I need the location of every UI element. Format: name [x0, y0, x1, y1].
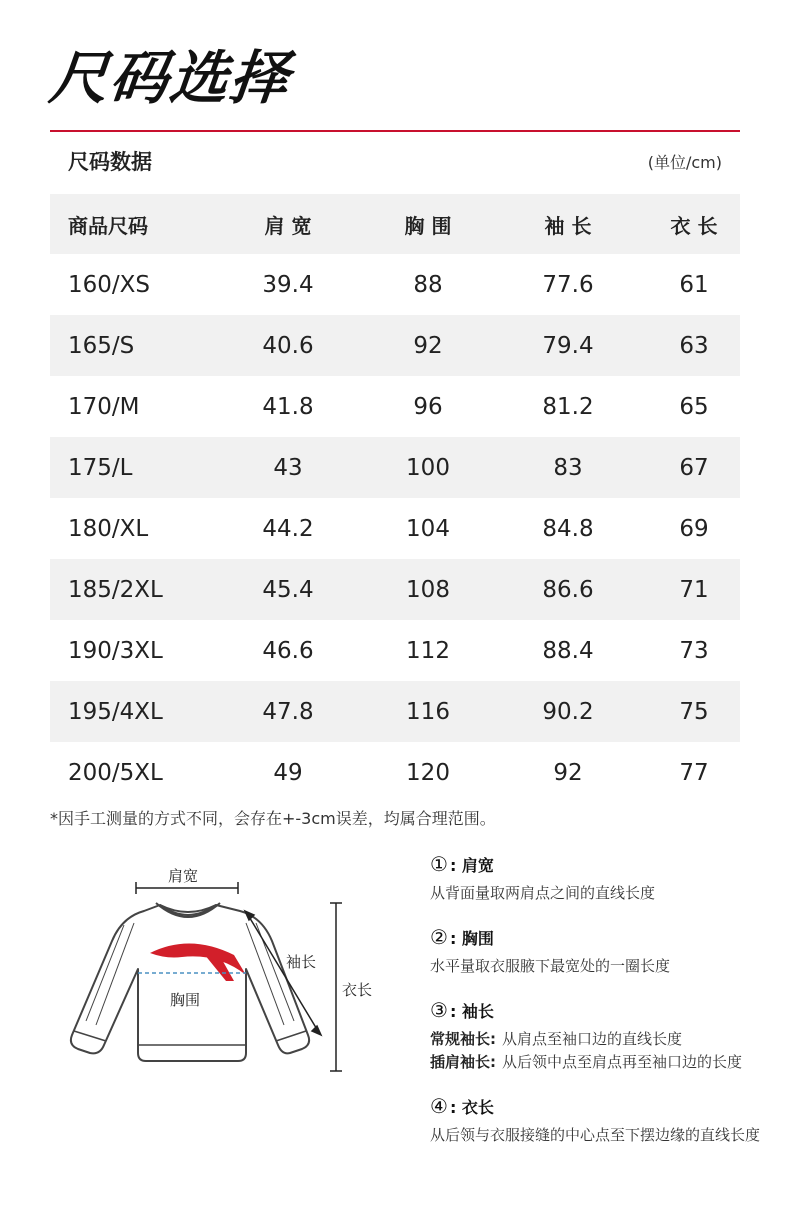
definition-shoulder [430, 852, 760, 905]
def-raglan-sleeve [430, 1051, 760, 1074]
def-text: 水平量取衣服腋下最宽处的一圈长度 [430, 957, 671, 975]
table-cell: 112 [406, 637, 450, 664]
table-row [50, 376, 740, 437]
table-cell: 180/XL [68, 515, 149, 542]
table-cell: 84.8 [542, 515, 594, 542]
table-cell: 46.6 [262, 637, 314, 664]
title-divider [50, 130, 740, 132]
table-cell: 120 [406, 759, 450, 786]
table-cell: 190/3XL [68, 637, 163, 664]
sweatshirt-outline [71, 903, 309, 1061]
def-title: : 胸围 [449, 929, 494, 948]
length-label: 衣长 [342, 981, 373, 999]
table-cell: 185/2XL [68, 576, 163, 603]
table-header-row [50, 194, 740, 254]
table-cell: 43 [273, 454, 303, 481]
def-title: : 肩宽 [449, 856, 494, 875]
table-cell: 77 [679, 759, 709, 786]
table-cell: 65 [679, 393, 709, 420]
table-cell: 86.6 [542, 576, 594, 603]
page-title: 尺码选择 [46, 44, 294, 112]
table-cell: 165/S [68, 332, 135, 359]
table-cell: 90.2 [542, 698, 594, 725]
table-cell: 44.2 [262, 515, 314, 542]
table-cell: 92 [553, 759, 583, 786]
table-cell: 96 [413, 393, 443, 420]
def-text: 从背面量取两肩点之间的直线长度 [430, 884, 656, 902]
table-cell: 63 [679, 332, 709, 359]
definition-length [430, 1094, 760, 1147]
shoulder-label: 肩宽 [168, 867, 199, 885]
table-cell: 175/L [68, 454, 133, 481]
def-value: 从后领中点至肩点再至袖口边的长度 [502, 1053, 743, 1071]
header-chest: 胸 围 [404, 213, 452, 238]
table-body [50, 254, 740, 803]
table-row [50, 559, 740, 620]
table-row [50, 620, 740, 681]
table-row [50, 681, 740, 742]
def-value: 从肩点至袖口边的直线长度 [502, 1030, 683, 1048]
table-cell: 108 [406, 576, 450, 603]
table-row [50, 437, 740, 498]
length-arrow [330, 903, 342, 1071]
table-cell: 45.4 [262, 576, 314, 603]
table-cell: 71 [679, 576, 709, 603]
table-cell: 83 [553, 454, 583, 481]
size-table [50, 194, 740, 803]
section-subtitle: 尺码数据 [68, 150, 152, 174]
sleeve-label: 袖长 [286, 953, 317, 971]
table-cell: 116 [406, 698, 450, 725]
table-cell: 200/5XL [68, 759, 163, 786]
def-number: ① [430, 852, 448, 876]
table-cell: 79.4 [542, 332, 594, 359]
measurement-diagram [50, 845, 390, 1095]
table-cell: 47.8 [262, 698, 314, 725]
table-row [50, 742, 740, 803]
table-row [50, 498, 740, 559]
table-cell: 88.4 [542, 637, 594, 664]
table-cell: 61 [679, 271, 709, 298]
table-cell: 88 [413, 271, 443, 298]
definitions [430, 852, 760, 1167]
table-cell: 81.2 [542, 393, 594, 420]
table-row [50, 315, 740, 376]
table-cell: 41.8 [262, 393, 314, 420]
header-length: 衣 长 [670, 213, 718, 238]
def-number: ② [430, 925, 448, 949]
table-row [50, 254, 740, 315]
def-number: ④ [430, 1094, 448, 1118]
def-regular-sleeve [430, 1028, 760, 1051]
definition-sleeve [430, 998, 760, 1074]
table-cell: 92 [413, 332, 443, 359]
table-cell: 77.6 [542, 271, 594, 298]
header-shoulder: 肩 宽 [264, 213, 312, 238]
table-cell: 49 [273, 759, 303, 786]
table-cell: 75 [679, 698, 709, 725]
def-key: 插肩袖长: [430, 1053, 496, 1071]
sweatshirt-illustration [50, 845, 390, 1095]
header-sleeve: 袖 长 [544, 213, 592, 238]
table-cell: 160/XS [68, 271, 151, 298]
def-number: ③ [430, 998, 448, 1022]
chest-label: 胸围 [170, 991, 201, 1009]
table-cell: 40.6 [262, 332, 314, 359]
table-cell: 67 [679, 454, 709, 481]
table-cell: 73 [679, 637, 709, 664]
def-title: : 衣长 [449, 1098, 494, 1117]
table-cell: 100 [406, 454, 450, 481]
unit-label: (单位/cm) [647, 153, 722, 172]
header-size: 商品尺码 [68, 213, 148, 238]
table-cell: 39.4 [262, 271, 314, 298]
def-key: 常规袖长: [430, 1030, 496, 1048]
def-text: 从后领与衣服接缝的中心点至下摆边缘的直线长度 [430, 1126, 761, 1144]
table-cell: 104 [406, 515, 450, 542]
definition-chest [430, 925, 760, 978]
measurement-note: *因手工测量的方式不同，会存在+-3cm误差，均属合理范围。 [50, 809, 496, 828]
def-title: : 袖长 [449, 1002, 494, 1021]
table-cell: 195/4XL [68, 698, 163, 725]
table-cell: 170/M [68, 393, 140, 420]
table-cell: 69 [679, 515, 709, 542]
